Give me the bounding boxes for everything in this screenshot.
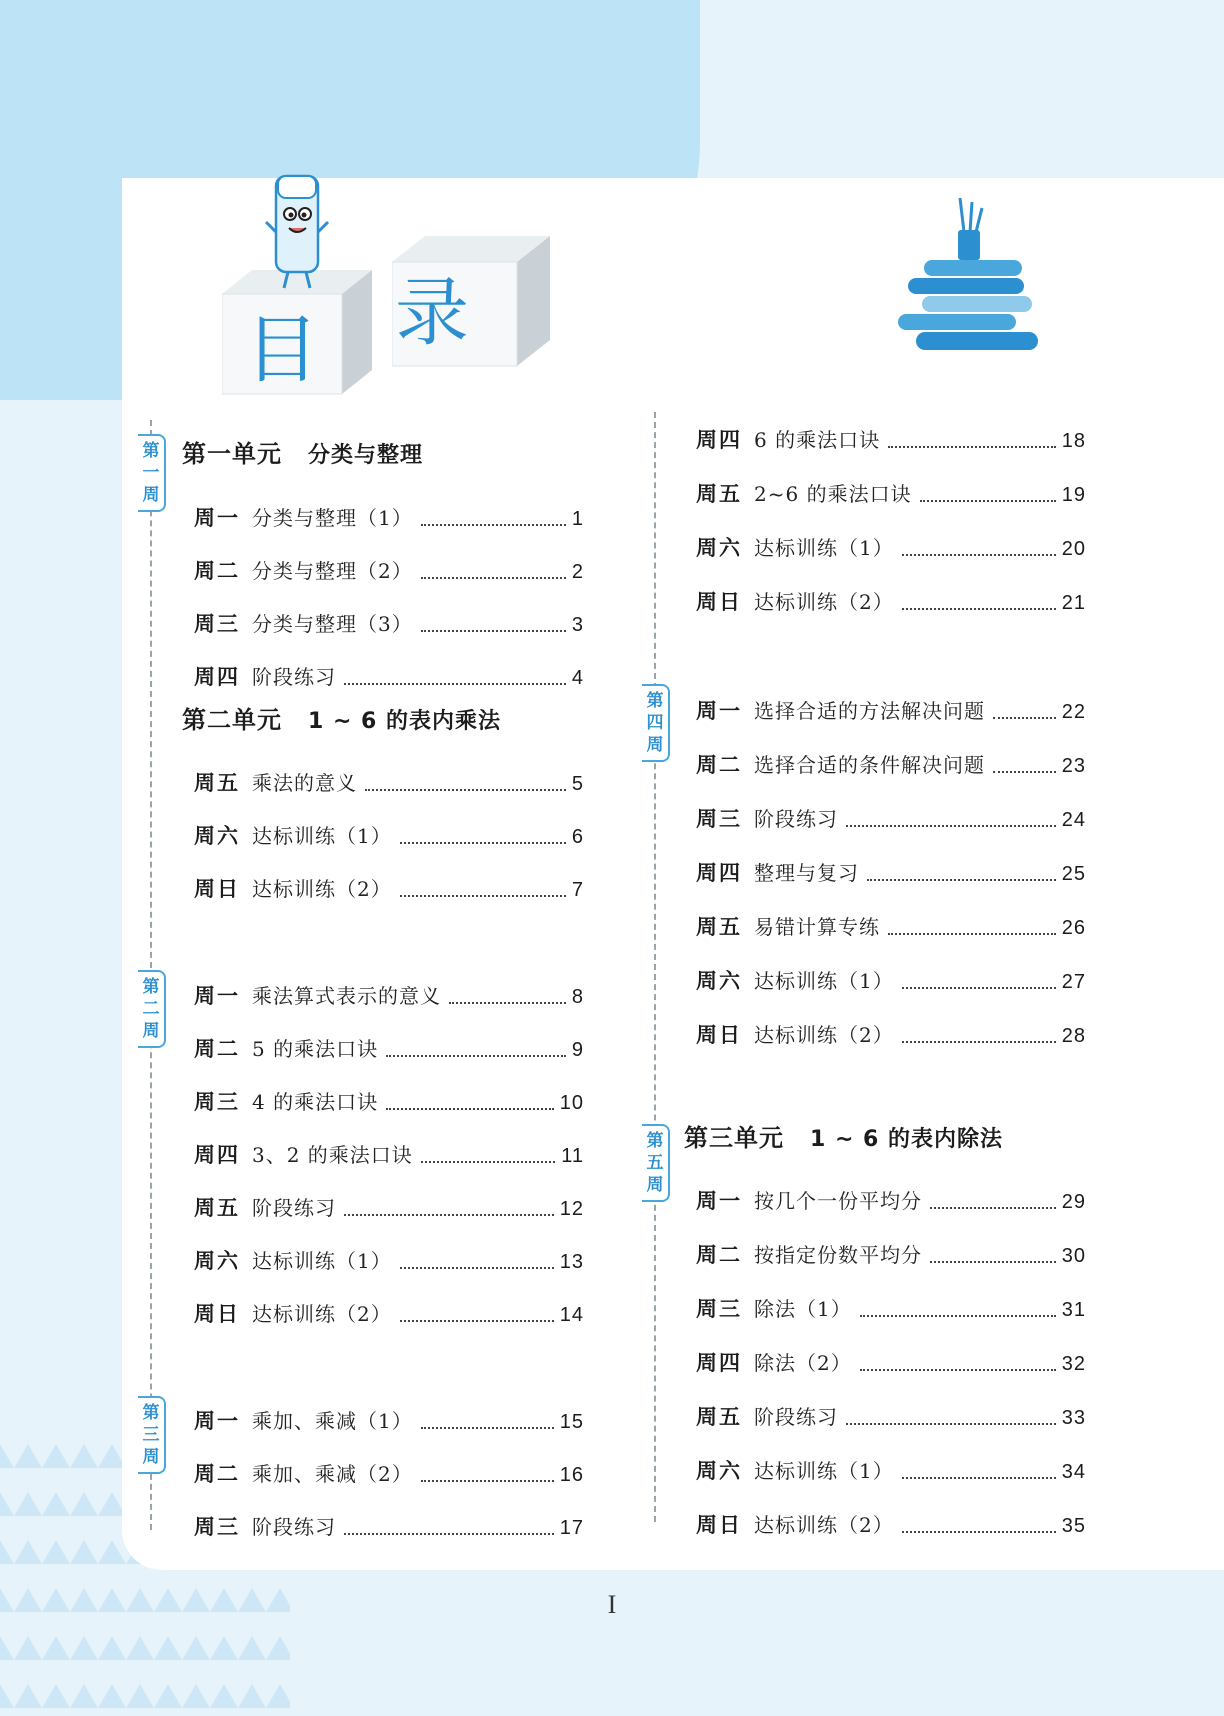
toc-title: 达标训练（1） [252,1249,392,1273]
title-cube-2 [392,228,550,374]
toc-page-number: 21 [1061,592,1086,614]
toc-day: 周三 [696,806,742,831]
toc-page-number: 34 [1061,1461,1086,1483]
toc-page-number: 8 [571,986,584,1008]
toc-page-number: 7 [571,879,584,901]
toc-entry[interactable] [696,586,1086,616]
toc-day: 周一 [194,983,240,1008]
toc-page-number: 28 [1061,1025,1086,1047]
toc-title: 按几个一份平均分 [754,1189,922,1213]
leader-dots [888,445,1056,448]
toc-entry[interactable] [194,1086,584,1116]
toc-entry[interactable] [194,1298,584,1328]
toc-title: 达标训练（1） [754,536,894,560]
week-tag-4: 第 四 周 [642,684,670,762]
leader-dots [386,1054,566,1057]
leader-dots [386,1107,554,1110]
leader-dots [930,1206,1056,1209]
toc-page-number: 11 [561,1145,584,1167]
toc-page-number: 10 [559,1092,584,1114]
toc-page-number: 27 [1061,971,1086,993]
toc-title: 乘加、乘减（1） [252,1409,413,1433]
toc-title: 分类与整理（1） [252,506,413,530]
toc-entry[interactable] [696,1455,1086,1485]
toc-entry[interactable] [696,965,1086,995]
toc-entry[interactable] [194,1511,584,1541]
toc-entry[interactable] [194,1458,584,1488]
toc-page-number: 31 [1061,1299,1086,1321]
toc-day: 周二 [194,558,240,583]
toc-day: 周四 [696,427,742,452]
toc-title: 选择合适的方法解决问题 [754,699,985,723]
toc-day: 周四 [696,860,742,885]
toc-entry[interactable] [696,857,1086,887]
leader-dots [344,682,566,685]
toc-entry[interactable] [696,911,1086,941]
leader-dots [400,894,566,897]
leader-dots [860,1314,1056,1317]
page-number: I [607,1590,617,1619]
toc-page-number: 32 [1061,1353,1086,1375]
leader-dots [421,1426,554,1429]
toc-day: 周六 [194,1248,240,1273]
toc-title: 6 的乘法口诀 [754,428,881,452]
toc-page-number: 35 [1061,1515,1086,1537]
toc-title: 除法（1） [754,1297,852,1321]
toc-day: 周日 [194,876,240,901]
toc-entry[interactable] [194,1245,584,1275]
leader-dots [846,1422,1056,1425]
toc-title: 阶段练习 [252,665,336,689]
leader-dots [930,1260,1056,1263]
leader-dots [888,932,1056,935]
leader-dots [902,607,1056,610]
toc-day: 周三 [194,1514,240,1539]
toc-entry[interactable] [696,1185,1086,1215]
toc-day: 周二 [194,1461,240,1486]
leader-dots [400,1266,554,1269]
toc-day: 周一 [194,1408,240,1433]
leader-dots [421,1160,555,1163]
toc-page-number: 17 [559,1517,584,1539]
toc-title: 阶段练习 [754,1405,838,1429]
unit-heading-3 [684,1118,1003,1153]
toc-entry[interactable] [696,424,1086,454]
toc-entry[interactable] [696,1239,1086,1269]
unit-name: 第二单元 [182,706,282,734]
leader-dots [867,878,1056,881]
leader-dots [993,770,1056,773]
leader-dots [421,1479,554,1482]
toc-entry[interactable] [194,980,584,1010]
toc-day: 周一 [696,698,742,723]
toc-page-number: 9 [571,1039,584,1061]
toc-entry[interactable] [194,873,584,903]
leader-dots [902,1530,1056,1533]
unit-title: 分类与整理 [308,443,424,468]
toc-page-number: 33 [1061,1407,1086,1429]
title-char-1: 目 [245,307,319,393]
toc-title: 按指定份数平均分 [754,1243,922,1267]
toc-page-number: 18 [1061,430,1086,452]
toc-page-number: 26 [1061,917,1086,939]
toc-page-number: 12 [559,1198,584,1220]
mascot-illustration [262,172,332,290]
leader-dots [902,986,1056,989]
toc-day: 周六 [194,823,240,848]
toc-title: 达标训练（2） [252,877,392,901]
leader-dots [920,499,1056,502]
unit-heading-2 [182,700,501,735]
toc-entry[interactable] [194,1405,584,1435]
toc-day: 周四 [696,1350,742,1375]
toc-entry[interactable] [696,532,1086,562]
toc-day: 周日 [696,1022,742,1047]
week-tag-1: 第 一 周 [138,434,166,512]
toc-page-number: 1 [571,508,584,530]
toc-entry[interactable] [696,478,1086,508]
title-char-2: 录 [395,270,469,356]
toc-entry[interactable] [696,749,1086,779]
toc-title: 阶段练习 [252,1196,336,1220]
toc-page-number: 20 [1061,538,1086,560]
toc-title: 达标训练（2） [754,1023,894,1047]
leader-dots [860,1368,1056,1371]
toc-entry[interactable] [696,1509,1086,1539]
toc-day: 周日 [194,1301,240,1326]
right-timeline [654,412,656,1522]
toc-day: 周五 [696,914,742,939]
toc-page-number: 5 [571,773,584,795]
toc-day: 周日 [696,589,742,614]
toc-page-number: 30 [1061,1245,1086,1267]
toc-page-number: 16 [559,1464,584,1486]
week-tag-5: 第 五 周 [642,1124,670,1202]
toc-entry[interactable] [194,661,584,691]
toc-title: 达标训练（2） [754,1513,894,1537]
leader-dots [400,841,566,844]
toc-title: 2~6 的乘法口诀 [754,482,912,506]
unit-title: 1 ~ 6 的表内乘法 [308,709,502,734]
toc-title: 4 的乘法口诀 [252,1090,379,1114]
toc-title: 达标训练（1） [252,824,392,848]
toc-day: 周一 [696,1188,742,1213]
leader-dots [421,629,566,632]
leader-dots [344,1532,554,1535]
leader-dots [993,716,1056,719]
toc-day: 周六 [696,968,742,993]
toc-entry[interactable] [194,1033,584,1063]
leader-dots [421,523,566,526]
toc-day: 周三 [194,611,240,636]
toc-entry[interactable] [194,1192,584,1222]
toc-entry[interactable] [696,1401,1086,1431]
leader-dots [902,1040,1056,1043]
leader-dots [902,1476,1056,1479]
toc-day: 周二 [194,1036,240,1061]
toc-title: 5 的乘法口诀 [252,1037,379,1061]
unit-name: 第三单元 [684,1124,784,1152]
toc-entry[interactable] [696,695,1086,725]
toc-title: 阶段练习 [252,1515,336,1539]
toc-entry[interactable] [696,1347,1086,1377]
toc-title: 乘法的意义 [252,771,357,795]
week-tag-3: 第 三 周 [138,1396,166,1474]
toc-entry[interactable] [696,803,1086,833]
toc-title: 易错计算专练 [754,915,880,939]
toc-day: 周二 [696,752,742,777]
toc-day: 周日 [696,1512,742,1537]
toc-title: 除法（2） [754,1351,852,1375]
toc-day: 周一 [194,505,240,530]
toc-entry[interactable] [696,1293,1086,1323]
toc-page-number: 23 [1061,755,1086,777]
leader-dots [449,1001,566,1004]
toc-page-number: 22 [1061,701,1086,723]
toc-day: 周六 [696,1458,742,1483]
toc-day: 周五 [194,1195,240,1220]
unit-name: 第一单元 [182,440,282,468]
leader-dots [365,788,566,791]
unit-heading-1 [182,434,423,469]
toc-entry[interactable] [194,502,584,532]
toc-day: 周六 [696,535,742,560]
toc-title: 乘法算式表示的意义 [252,984,441,1008]
toc-page-number: 3 [571,614,584,636]
toc-entry[interactable] [194,1139,584,1169]
unit-title: 1 ~ 6 的表内除法 [810,1127,1004,1152]
toc-page-number: 2 [571,561,584,583]
toc-page-number: 25 [1061,863,1086,885]
toc-page-number: 4 [571,667,584,689]
toc-day: 周四 [194,1142,240,1167]
toc-page-number: 14 [559,1304,584,1326]
toc-title: 选择合适的条件解决问题 [754,753,985,777]
week-tag-2: 第 二 周 [138,970,166,1048]
toc-title: 达标训练（1） [754,969,894,993]
toc-title: 阶段练习 [754,807,838,831]
toc-title: 乘加、乘减（2） [252,1462,413,1486]
books-illustration [894,196,1044,360]
toc-day: 周三 [696,1296,742,1321]
toc-title: 达标训练（1） [754,1459,894,1483]
toc-page-number: 13 [559,1251,584,1273]
toc-page-number: 6 [571,826,584,848]
toc-entry[interactable] [194,608,584,638]
toc-entry[interactable] [696,1019,1086,1049]
toc-day: 周二 [696,1242,742,1267]
toc-page-number: 24 [1061,809,1086,831]
toc-page-number: 15 [559,1411,584,1433]
leader-dots [846,824,1056,827]
toc-title: 达标训练（2） [252,1302,392,1326]
toc-day: 周四 [194,664,240,689]
toc-page-number: 19 [1061,484,1086,506]
leader-dots [902,553,1056,556]
toc-entry[interactable] [194,555,584,585]
toc-day: 周五 [696,481,742,506]
toc-title: 分类与整理（3） [252,612,413,636]
toc-title: 达标训练（2） [754,590,894,614]
toc-page-number: 29 [1061,1191,1086,1213]
toc-entry[interactable] [194,767,584,797]
toc-day: 周三 [194,1089,240,1114]
toc-title: 3、2 的乘法口诀 [252,1143,413,1167]
toc-title: 分类与整理（2） [252,559,413,583]
leader-dots [400,1319,554,1322]
leader-dots [421,576,566,579]
leader-dots [344,1213,554,1216]
toc-title: 整理与复习 [754,861,859,885]
toc-day: 周五 [696,1404,742,1429]
toc-entry[interactable] [194,820,584,850]
toc-day: 周五 [194,770,240,795]
